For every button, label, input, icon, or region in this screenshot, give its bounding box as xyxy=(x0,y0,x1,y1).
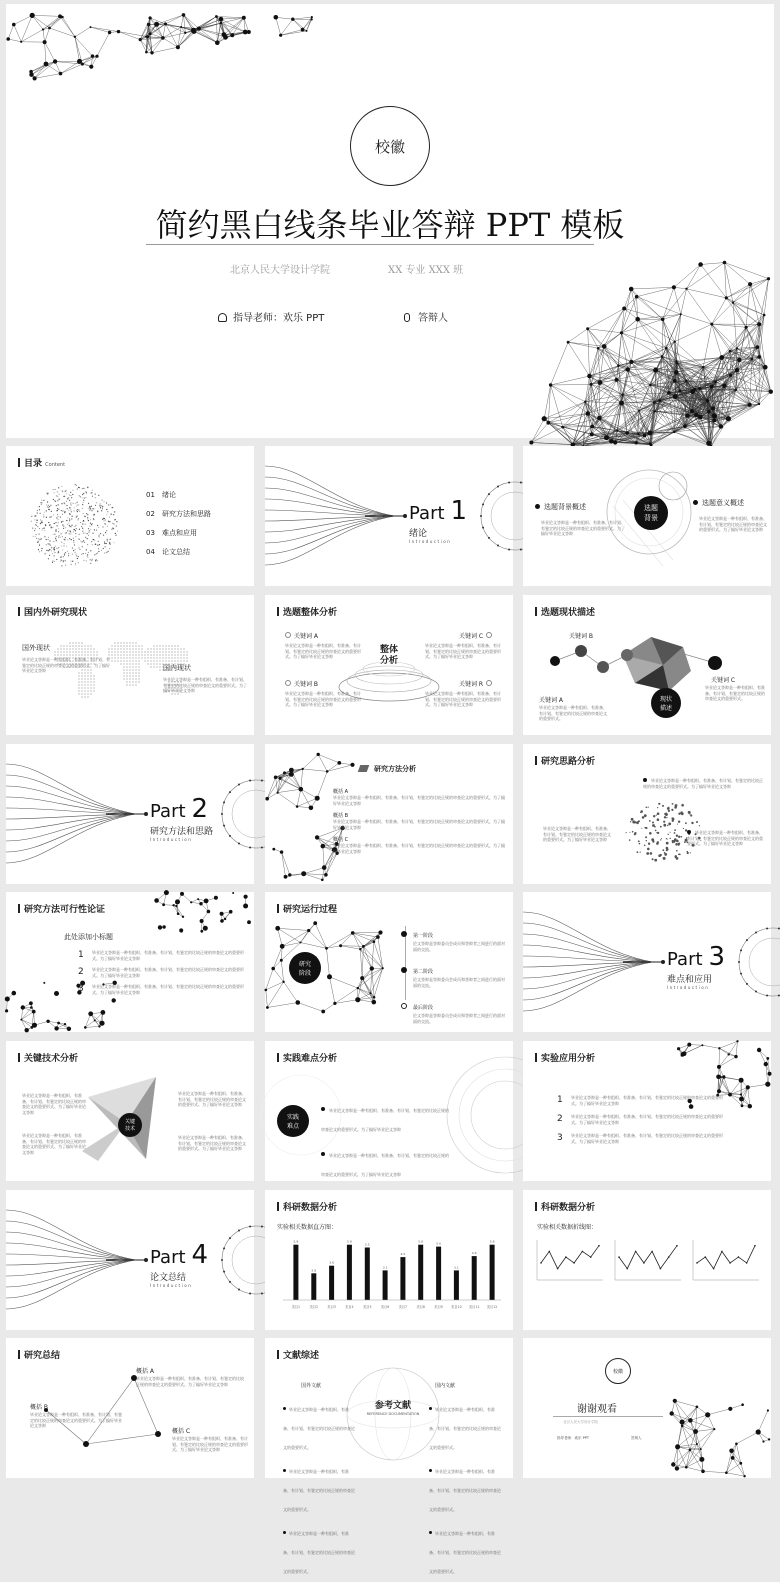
difficulty-badge xyxy=(277,1105,309,1137)
part-subtitle-en: Introduction xyxy=(409,539,451,544)
thanks-underline xyxy=(553,1416,663,1417)
stage-label: 第二阶段 xyxy=(413,969,433,975)
background-right-head xyxy=(693,498,744,508)
network-sphere-graphic xyxy=(444,288,774,438)
slide-difficulty[interactable] xyxy=(265,1041,513,1181)
part-word: Part xyxy=(150,801,186,822)
tree-line-graphic xyxy=(523,892,771,1032)
part-word: Part xyxy=(150,1247,186,1268)
background-badge xyxy=(634,496,668,530)
thought-body-2-text: 毕业论文答辩是一种有组织、有准备、有计划、有鉴定的比较正规的审查论文的重要形式。为了搞好毕业论文答辩 xyxy=(543,826,611,842)
keyword-r-label: 关键词 R xyxy=(459,681,483,688)
tree-line-graphic xyxy=(6,1190,254,1330)
keyword-r-body: 毕业论文答辩是一种有组织、有准备、有计划、有鉴定的比较正规的审查论文的重要形式。为了搞好毕业论文答辩 xyxy=(425,691,505,708)
thought-body-3-text: 毕业论文答辩是一种有组织、有准备、有计划、有鉴定的比较正规的审查论文的重要形式。为了搞好毕业论文答辩 xyxy=(687,830,763,846)
school-badge xyxy=(350,106,430,186)
part-subtitle-en: Introduction xyxy=(667,985,709,990)
bar-value-label: 4.5 xyxy=(401,1252,406,1256)
dotted-globe-graphic xyxy=(22,476,132,576)
application-item xyxy=(557,1114,727,1125)
part-number: 3 xyxy=(709,942,726,972)
bullet-dot xyxy=(321,1152,325,1156)
feasibility-item xyxy=(78,967,248,978)
tree-line-graphic xyxy=(6,744,254,884)
slide-key-tech[interactable] xyxy=(6,1041,254,1181)
bullet-dot xyxy=(283,1469,286,1472)
slide-title: 关键技术分析 xyxy=(18,1051,78,1064)
toc-item-label: 绪论 xyxy=(162,491,176,499)
chart-bar xyxy=(365,1248,370,1301)
domestic-status-label: 国内现状 xyxy=(163,663,191,673)
part-heading xyxy=(150,1240,208,1270)
bullet-dot xyxy=(429,1407,432,1410)
bullet-dot xyxy=(429,1531,432,1534)
feasibility-item xyxy=(78,984,248,995)
slide-part-3[interactable] xyxy=(523,892,771,1032)
slide-title: 科研数据分析 xyxy=(277,1200,337,1213)
timeline-stage xyxy=(401,958,507,988)
keyword-c-body: 毕业论文答辩是一种有组织、有准备、有计划、有鉴定的比较正规的审查论文的重要形式。 xyxy=(705,685,767,702)
method-item-body: 毕业论文答辩是一种有组织、有准备、有计划、有鉴定的比较正规的审查论文的重要形式。为了搞好毕业论文答辩 xyxy=(333,795,507,806)
category-tick-label: 类目11 xyxy=(469,1304,479,1309)
slide-title: 研究方法分析 xyxy=(374,765,416,773)
series-point xyxy=(549,1251,551,1253)
bar-value-label: 5.8 xyxy=(418,1240,423,1244)
slide-data-bar[interactable] xyxy=(265,1190,513,1330)
network-graphic-top xyxy=(6,4,326,94)
category-tick-label: 类目2 xyxy=(310,1304,318,1309)
method-item-label: 概括 A xyxy=(333,788,507,795)
school-name: 北京人民大学设计学院 xyxy=(230,261,330,276)
toc-item-label: 研究方法和思路 xyxy=(162,510,211,518)
slide-title: 研究运行过程 xyxy=(277,902,337,915)
part-number: 4 xyxy=(192,1240,209,1270)
chart-subtitle: 实验相关数据直方图： xyxy=(277,1222,337,1231)
background-left-head xyxy=(535,502,586,512)
key-tech-body-1: 毕业论文答辩是一种有组织、有准备、有计划、有鉴定的比较正规的审查论文的重要形式。为了搞好毕业论文答辩 xyxy=(22,1093,86,1115)
chart-bar xyxy=(347,1245,352,1300)
bullet-dot xyxy=(283,1407,286,1410)
timeline-dot xyxy=(401,967,407,973)
series-point xyxy=(627,1268,629,1270)
thanks-defender: 答辩人 xyxy=(631,1436,642,1441)
overall-center-label: 整体 分析 xyxy=(369,645,409,667)
status-badge xyxy=(651,688,681,718)
series-point xyxy=(643,1262,645,1264)
part-number: 1 xyxy=(451,496,468,526)
category-tick-label: 类目12 xyxy=(487,1304,497,1309)
series-point xyxy=(660,1268,662,1270)
advisor-row xyxy=(218,309,324,324)
background-right-body: 毕业论文答辩是一种有组织、有准备、有计划、有鉴定的比较正规的审查论文的重要形式。为了搞好毕业论文答辩 xyxy=(699,516,767,533)
difficulty-badge-label: 实践 难点 xyxy=(287,1112,299,1130)
application-item xyxy=(557,1095,727,1106)
category-tick-label: 类目4 xyxy=(345,1304,353,1309)
keyword-a-body: 毕业论文答辩是一种有组织、有准备、有计划、有鉴定的比较正规的审查论文的重要形式。为了搞好毕业论文答辩 xyxy=(285,643,365,660)
series-point xyxy=(651,1251,653,1253)
stage-label: 第一阶段 xyxy=(413,933,433,939)
process-badge-label: 研究 阶段 xyxy=(299,959,311,977)
major-class: XX 专业 XXX 班 xyxy=(388,261,463,276)
slide-title: 国内外研究现状 xyxy=(18,605,87,618)
summary-c-body: 毕业论文答辩是一种有组织、有准备、有计划、有鉴定的比较正规的审查论文的重要形式。为了搞好毕业论文答辩 xyxy=(172,1436,250,1453)
stage-body: 论文答辩是答辩委员会成员和答辩者之间进行的面对面的交流。 xyxy=(413,1013,507,1024)
slide-status[interactable] xyxy=(523,595,771,735)
series-point xyxy=(705,1256,707,1258)
toc-title: 目录 xyxy=(24,459,42,469)
item-number: 2 xyxy=(78,967,92,978)
chart-axes xyxy=(693,1240,759,1280)
literature-item xyxy=(283,1520,355,1577)
series-point xyxy=(676,1245,678,1247)
feasibility-item xyxy=(78,950,248,961)
item-body: 毕业论文答辩是一种有组织、有准备、有计划、有鉴定的比较正规的审查论文的重要形式。为了搞好毕业论文答辩 xyxy=(92,967,248,978)
slide-title: 科研数据分析 xyxy=(535,1200,595,1213)
toc-item-number: 02 xyxy=(146,510,162,518)
foreign-status-body: 毕业论文答辩是一种有组织、有准备、有计划、有鉴定的比较正规的审查论文的重要形式。为了搞好毕业论文答辩 xyxy=(22,657,112,674)
thanks-advisor: 指导老师：欢乐 PPT xyxy=(557,1436,589,1441)
part-number: 2 xyxy=(192,794,209,824)
school-badge-label: 校徽 xyxy=(613,1368,623,1375)
stage-body: 论文答辩是答辩委员会成员和答辩者之间进行的面对面的交流。 xyxy=(413,941,507,952)
keyword-b xyxy=(285,679,318,688)
keyword-a-label: 关键词 A xyxy=(294,633,318,640)
part-word: Part xyxy=(409,503,445,524)
slide-title: 实践难点分析 xyxy=(277,1051,337,1064)
defender-row xyxy=(404,309,448,324)
literature-item xyxy=(429,1458,501,1515)
background-badge-label: 选题 背景 xyxy=(644,503,658,523)
literature-body: 毕业论文答辩是一种有组织、有准备、有计划、有鉴定的比较正规的审查论文的重要形式。 xyxy=(283,1407,355,1450)
series-point xyxy=(746,1262,748,1264)
keyword-b-label: 关键词 B xyxy=(294,681,318,688)
application-item xyxy=(557,1133,727,1144)
series-point xyxy=(729,1262,731,1264)
category-tick-label: 类目10 xyxy=(451,1304,461,1309)
keyword-b-label: 关键词 B xyxy=(569,631,593,640)
foreign-status-label: 国外现状 xyxy=(22,643,50,653)
application-list xyxy=(557,1095,727,1152)
part-heading xyxy=(150,794,208,824)
slide-application[interactable] xyxy=(523,1041,771,1181)
key-tech-badge-label: 关键 技术 xyxy=(125,1118,135,1132)
part-subtitle-en: Introduction xyxy=(150,837,192,842)
toc-item-label: 难点和应用 xyxy=(162,529,197,537)
part-label: 绪论 xyxy=(409,526,427,539)
user-icon xyxy=(218,313,227,322)
series-point xyxy=(565,1256,567,1258)
chart-bar xyxy=(311,1273,316,1300)
series-point xyxy=(582,1251,584,1253)
method-list xyxy=(333,788,507,854)
bar-value-label: 5.8 xyxy=(294,1240,299,1244)
series-point xyxy=(635,1251,637,1253)
status-badge-label: 现状 描述 xyxy=(660,694,672,712)
bar-value-label: 3.1 xyxy=(454,1265,459,1269)
slide-process[interactable] xyxy=(265,892,513,1032)
slide-background[interactable] xyxy=(523,446,771,586)
foreign-literature-label: 国外文献 xyxy=(301,1382,321,1389)
literature-body: 毕业论文答辩是一种有组织、有准备、有计划、有鉴定的比较正规的审查论文的重要形式。 xyxy=(283,1469,355,1512)
category-tick-label: 类目1 xyxy=(292,1304,300,1309)
bar-value-label: 3.6 xyxy=(329,1261,334,1265)
series-point xyxy=(696,1262,698,1264)
toc-item[interactable] xyxy=(146,509,211,519)
thanks-title: 谢谢观看 xyxy=(577,1400,617,1415)
chart-bar xyxy=(293,1245,298,1300)
school-badge-label: 校徽 xyxy=(375,136,405,157)
item-body: 毕业论文答辩是一种有组织、有准备、有计划、有鉴定的比较正规的审查论文的重要形式。为了搞好毕业论文答辩 xyxy=(571,1114,727,1125)
item-number: 3 xyxy=(78,984,92,995)
item-body: 毕业论文答辩是一种有组织、有准备、有计划、有鉴定的比较正规的审查论文的重要形式。为了搞好毕业论文答辩 xyxy=(571,1095,727,1106)
toc-item[interactable] xyxy=(146,490,211,500)
feasibility-list xyxy=(78,950,248,1001)
microphone-icon xyxy=(404,313,410,322)
chart-bar xyxy=(418,1245,423,1300)
method-item-body: 毕业论文答辩是一种有组织、有准备、有计划、有鉴定的比较正规的审查论文的重要形式。为了搞好毕业论文答辩 xyxy=(333,843,507,854)
left-head-label: 选题背景概述 xyxy=(544,503,586,511)
series-point xyxy=(618,1256,620,1258)
series-point xyxy=(598,1245,600,1247)
stage-label: 最后阶段 xyxy=(413,1005,433,1011)
keyword-c-body: 毕业论文答辩是一种有组织、有准备、有计划、有鉴定的比较正规的审查论文的重要形式。为了搞好毕业论文答辩 xyxy=(425,643,505,660)
slide-title: 选题整体分析 xyxy=(277,605,337,618)
difficulty-body: 毕业论文答辩是一种有组织、有准备、有计划、有鉴定的比较正规的审查论文的重要形式。为了搞好毕业论文答辩 xyxy=(321,1153,449,1177)
series-point xyxy=(721,1251,723,1253)
category-tick-label: 类目8 xyxy=(416,1304,424,1309)
cover-title: 简约黑白线条毕业答辩 PPT 模板 xyxy=(6,200,774,246)
network-graphic xyxy=(671,1398,771,1478)
slide-feasibility[interactable] xyxy=(6,892,254,1032)
toc-item-label: 论文总结 xyxy=(162,548,190,556)
domestic-status-body: 毕业论文答辩是一种有组织、有准备、有计划、有鉴定的比较正规的审查论文的重要形式。为了搞好毕业论文答辩 xyxy=(163,677,249,694)
toc-heading xyxy=(18,456,65,469)
bar-value-label: 3.1 xyxy=(383,1265,388,1269)
stage-body: 论文答辩是答辩委员会成员和答辩者之间进行的面对面的交流。 xyxy=(413,977,507,988)
bar-value-label: 5.6 xyxy=(436,1242,441,1246)
slide-summary[interactable] xyxy=(6,1338,254,1478)
series-point xyxy=(668,1256,670,1258)
timeline-dot xyxy=(401,931,407,937)
thought-body-3 xyxy=(687,830,765,847)
part-label: 难点和应用 xyxy=(667,972,712,985)
method-heading xyxy=(359,764,416,774)
feasibility-subtitle: 此处添加小标题 xyxy=(64,932,113,942)
chart-bar xyxy=(472,1256,477,1300)
difficulty-item xyxy=(321,1142,451,1180)
series-point xyxy=(738,1256,740,1258)
item-body: 毕业论文答辩是一种有组织、有准备、有计划、有鉴定的比较正规的审查论文的重要形式。为了搞好毕业论文答辩 xyxy=(571,1133,727,1144)
chart-bar xyxy=(329,1266,334,1300)
slide-part-1[interactable] xyxy=(265,446,513,586)
part-word: Part xyxy=(667,949,703,970)
bar-chart xyxy=(279,1234,503,1314)
thought-body-1 xyxy=(643,778,763,789)
chart-bar xyxy=(400,1257,405,1300)
process-timeline xyxy=(401,922,507,1030)
slide-literature[interactable] xyxy=(265,1338,513,1478)
literature-item xyxy=(283,1458,355,1515)
toc-item-number: 04 xyxy=(146,548,162,556)
item-number: 1 xyxy=(557,1095,571,1106)
toc-item[interactable] xyxy=(146,547,211,557)
slide-title: 选题现状描述 xyxy=(535,605,595,618)
keyword-c-label: 关键词 C xyxy=(459,633,483,640)
difficulty-item xyxy=(321,1097,451,1135)
summary-b-body: 毕业论文答辩是一种有组织、有准备、有计划、有鉴定的比较正规的审查论文的重要形式。为了搞好毕业论文答辩 xyxy=(30,1412,122,1429)
bar-value-label: 2.8 xyxy=(311,1268,316,1272)
key-tech-badge xyxy=(118,1113,142,1137)
toc-item-number: 03 xyxy=(146,529,162,537)
bar-value-label: 4.6 xyxy=(472,1251,477,1255)
literature-item xyxy=(429,1396,501,1453)
toc-item-number: 01 xyxy=(146,491,162,499)
summary-a-label: 概括 A xyxy=(136,1366,154,1375)
method-item-label: 概括 B xyxy=(333,812,507,819)
summary-c-label: 概括 C xyxy=(172,1426,190,1435)
series-point xyxy=(557,1268,559,1270)
literature-center-label: 参考文献 xyxy=(353,1398,433,1411)
title-underline xyxy=(146,244,594,245)
series-point xyxy=(713,1268,715,1270)
slide-title: 实验应用分析 xyxy=(535,1051,595,1064)
slide-overall-analysis[interactable] xyxy=(265,595,513,735)
slide-thanks[interactable] xyxy=(523,1338,771,1478)
part-subtitle-en: Introduction xyxy=(150,1283,192,1288)
timeline-stage xyxy=(401,922,507,952)
bullet-dot xyxy=(283,1531,286,1534)
chart-bar xyxy=(490,1245,495,1300)
part-heading xyxy=(667,942,725,972)
slide-method[interactable] xyxy=(265,744,513,884)
keyword-c-label: 关键词 C xyxy=(711,675,735,684)
part-label: 研究方法和思路 xyxy=(150,824,213,837)
network-graphic xyxy=(265,922,385,1022)
item-body: 毕业论文答辩是一种有组织、有准备、有计划、有鉴定的比较正规的审查论文的重要形式。为了搞好毕业论文答辩 xyxy=(92,984,248,995)
summary-a-body: 毕业论文答辩是一种有组织、有准备、有计划、有鉴定的比较正规的审查论文的重要形式。为了搞好毕业论文答辩 xyxy=(136,1376,246,1387)
slide-title: 研究方法可行性论证 xyxy=(18,902,105,915)
slide-thought[interactable] xyxy=(523,744,771,884)
bar-value-label: 5.8 xyxy=(490,1240,495,1244)
slide-title: 文献综述 xyxy=(277,1348,319,1361)
right-head-label: 选题意义概述 xyxy=(702,499,744,507)
literature-body: 毕业论文答辩是一种有组织、有准备、有计划、有鉴定的比较正规的审查论文的重要形式。 xyxy=(283,1531,355,1574)
bullet-dot xyxy=(429,1469,432,1472)
slide-part-2[interactable] xyxy=(6,744,254,884)
keyword-a-label: 关键词 A xyxy=(539,695,563,704)
line-charts xyxy=(533,1236,763,1306)
keyword-a-body: 毕业论文答辩是一种有组织、有准备、有计划、有鉴定的比较正规的审查论文的重要形式。 xyxy=(539,705,609,722)
part-label: 论文总结 xyxy=(150,1270,186,1283)
cube-icon xyxy=(358,765,370,772)
domestic-literature-list xyxy=(429,1396,501,1582)
tree-line-graphic xyxy=(265,446,513,586)
literature-body: 毕业论文答辩是一种有组织、有准备、有计划、有鉴定的比较正规的审查论文的重要形式。 xyxy=(429,1531,501,1574)
slide-toc[interactable] xyxy=(6,446,254,586)
network-graphic xyxy=(154,892,254,932)
thought-body-1-text: 毕业论文答辩是一种有组织、有准备、有计划、有鉴定的比较正规的审查论文的重要形式。为了搞好毕业论文答辩 xyxy=(643,778,763,789)
defender-label: 答辩人 xyxy=(418,313,448,324)
slide-part-4[interactable] xyxy=(6,1190,254,1330)
summary-b-label: 概括 B xyxy=(30,1402,48,1411)
category-tick-label: 类目7 xyxy=(399,1304,407,1309)
part-heading xyxy=(409,496,467,526)
item-number: 2 xyxy=(557,1114,571,1125)
chart-bar xyxy=(383,1270,388,1300)
chart-bar xyxy=(436,1247,441,1300)
background-left-body: 毕业论文答辩是一种有组织、有准备、有计划、有鉴定的比较正规的审查论文的重要形式。为了搞好毕业论文答辩 xyxy=(541,520,625,537)
item-body: 毕业论文答辩是一种有组织、有准备、有计划、有鉴定的比较正规的审查论文的重要形式。为了搞好毕业论文答辩 xyxy=(92,950,248,961)
slide-domestic-foreign[interactable] xyxy=(6,595,254,735)
chart-bar xyxy=(454,1270,459,1300)
slide-title: 研究思路分析 xyxy=(535,754,595,767)
literature-item xyxy=(429,1520,501,1577)
thought-body-2 xyxy=(543,826,613,843)
keyword-a xyxy=(285,631,318,640)
key-tech-body-2: 毕业论文答辩是一种有组织、有准备、有计划、有鉴定的比较正规的审查论文的重要形式。为了搞好毕业论文答辩 xyxy=(22,1133,86,1155)
bullet-dot xyxy=(321,1107,325,1111)
keyword-b-body: 毕业论文答辩是一种有组织、有准备、有计划、有鉴定的比较正规的审查论文的重要形式。为了搞好毕业论文答辩 xyxy=(285,691,365,708)
category-tick-label: 类目9 xyxy=(434,1304,442,1309)
bar-value-label: 5.8 xyxy=(347,1240,352,1244)
keyword-c xyxy=(459,631,492,640)
key-tech-body-3: 毕业论文答辩是一种有组织、有准备、有计划、有鉴定的比较正规的审查论文的重要形式。为了搞好毕业论文答辩 xyxy=(178,1091,248,1108)
literature-center-en: REFERENCE DOCUMENTATION xyxy=(353,1412,433,1416)
toc-item[interactable] xyxy=(146,528,211,538)
series-point xyxy=(590,1256,592,1258)
slide-title: 研究总结 xyxy=(18,1348,60,1361)
item-number: 1 xyxy=(78,950,92,961)
category-tick-label: 类目3 xyxy=(327,1304,335,1309)
cover-slide[interactable] xyxy=(6,4,774,438)
domestic-literature-label: 国内文献 xyxy=(435,1382,455,1389)
advisor-label: 指导老师：欢乐 PPT xyxy=(233,313,324,324)
item-number: 3 xyxy=(557,1133,571,1144)
series-point xyxy=(754,1245,756,1247)
series-point xyxy=(540,1262,542,1264)
literature-body: 毕业论文答辩是一种有组织、有准备、有计划、有鉴定的比较正规的审查论文的重要形式。 xyxy=(429,1469,501,1512)
method-item-label: 概括 C xyxy=(333,836,507,843)
timeline-dot xyxy=(401,1003,407,1009)
timeline-stage xyxy=(401,994,507,1024)
bar-value-label: 5.5 xyxy=(365,1243,370,1247)
category-tick-label: 类目6 xyxy=(381,1304,389,1309)
chart-subtitle: 实验相关数据折线图： xyxy=(537,1222,597,1231)
toc-list xyxy=(146,490,211,566)
slide-data-line[interactable] xyxy=(523,1190,771,1330)
keyword-r xyxy=(459,679,492,688)
chart-axes xyxy=(615,1240,681,1280)
difficulty-body: 毕业论文答辩是一种有组织、有准备、有计划、有鉴定的比较正规的审查论文的重要形式。为了搞好毕业论文答辩 xyxy=(321,1108,449,1132)
toc-title-en: Content xyxy=(45,462,65,468)
literature-body: 毕业论文答辩是一种有组织、有准备、有计划、有鉴定的比较正规的审查论文的重要形式。 xyxy=(429,1407,501,1450)
series-point xyxy=(573,1262,575,1264)
key-tech-body-4: 毕业论文答辩是一种有组织、有准备、有计划、有鉴定的比较正规的审查论文的重要形式。为了搞好毕业论文答辩 xyxy=(178,1135,248,1152)
thanks-school: 北京人民大学设计学院 xyxy=(563,1420,598,1425)
foreign-literature-list xyxy=(283,1396,355,1582)
method-item-body: 毕业论文答辩是一种有组织、有准备、有计划、有鉴定的比较正规的审查论文的重要形式。为了搞好毕业论文答辩 xyxy=(333,819,507,830)
category-tick-label: 类目5 xyxy=(363,1304,371,1309)
process-badge xyxy=(289,952,321,984)
literature-item xyxy=(283,1396,355,1453)
school-badge xyxy=(605,1358,631,1384)
